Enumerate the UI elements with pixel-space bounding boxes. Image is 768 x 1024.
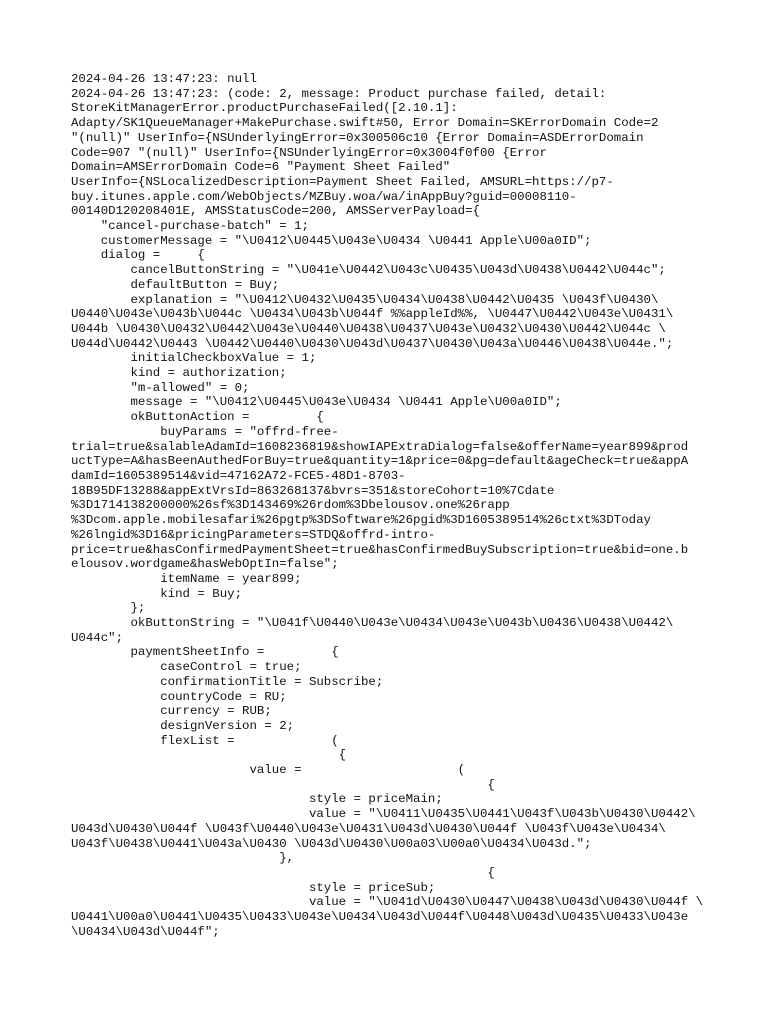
error-log-text: 2024-04-26 13:47:23: null 2024-04-26 13:47:23: (code: 2, message: Product purchase failed, detail: StoreKitManagerError.productPurchaseFailed([2.10.1]: Adapty/SK1QueueManager+MakePurchase.swift#50, Error Domain=SKErrorDomain Code=2 "(null)" UserInfo={NSUnderlyingError=0x300506c10 {Error Domain=ASDErrorDomain Code=907 "(null)" UserInfo={NSUnderlyingError=0x3004f0f00 {Error Domain=AMSErrorDomain Code=6 "Payment Sheet Failed" UserInfo={NSLocalizedDescription=Payment Sheet Failed, AMSURL=https://p7- buy.itunes.apple.com/WebObjects/MZBuy.woa/wa/inAppBuy?guid=00008110- 00140D120208401E, AMSStatusCode=200, AMSServerPayload={ "cancel-purchase-batch" = 1; customerMessage = "\U0412\U0445\U043e\U0434 \U0441 Apple\U00a0ID"; dialog = { cancelButtonString = "\U041e\U0442\U043c\U0435\U043d\U0438\U0442\U044c"; defaultButton = Buy; explanation = "\U0412\U0432\U0435\U0434\U0438\U0442\U0435 \U043f\U0430\ U0440\U043e\U043b\U044c \U0434\U043b\U044f %%appleId%%, \U0447\U0442\U043e\U0431\ U044b \U0430\U0432\U0442\U043e\U0440\U0438\U0437\U043e\U0432\U0430\U0442\U044c \ U044d\U0442\U0443 \U0442\U0440\U0430\U043d\U0437\U0430\U043a\U0446\U0438\U044e."; initialCheckboxValue = 1; kind = authorization; "m-allowed" = 0; message = "\U0412\U0445\U043e\U0434 \U0441 Apple\U00a0ID"; okButtonAction = { buyParams = "offrd-free- trial=true&salableAdamId=1608236819&showIAPExtraDialog=false&offerName=year899&prod uctType=A&hasBeenAuthedForBuy=true&quantity=1&price=0&pg=default&ageCheck=true&appA damId=1605389514&vid=47162A72-FCE5-48D1-8703- 18B95DF13288&appExtVrsId=863268137&bvrs=351&storeCohort=10%7Cdate %3D1714138200000%26sf%3D143469%26rdom%3Dbelousov.one%26rapp %3Dcom.apple.mobilesafari%26pgtp%3DSoftware%26pgid%3D1605389514%26ctxt%3DToday %26lngid%3D16&pricingParameters=STDQ&offrd-intro- price=true&hasConfirmedPaymentSheet=true&hasConfirmedBuySubscription=true&bid=one.b elousov.wordgame&hasWebOptIn=false"; itemName = year899; kind = Buy; }; okButtonString = "\U041f\U0440\U043e\U0434\U043e\U043b\U0436\U0438\U0442\ U044c"; paymentSheetInfo = { caseControl = true; confirmationTitle = Subscribe; countryCode = RU; currency = RUB; designVersion = 2; flexList = ( { value = ( { style = priceMain; value = "\U0411\U0435\U0441\U043f\U043b\U0430\U0442\ U043d\U0430\U044f \U043f\U0440\U043e\U0431\U043d\U0430\U044f \U043f\U043e\U0434\ U043f\U0438\U0441\U043a\U0430 \U043d\U0430\U00a03\U00a0\U0434\U043d."; }, { style = priceSub; value = "\U041d\U0430\U0447\U0438\U043d\U0430\U044f \ U0441\U00a0\U0441\U0435\U0433\U043e\U0434\U043d\U044f\U0448\U043d\U0435\U0433\U043e \U0434\U043d\U044f"; bbox=[71, 72, 704, 939]
